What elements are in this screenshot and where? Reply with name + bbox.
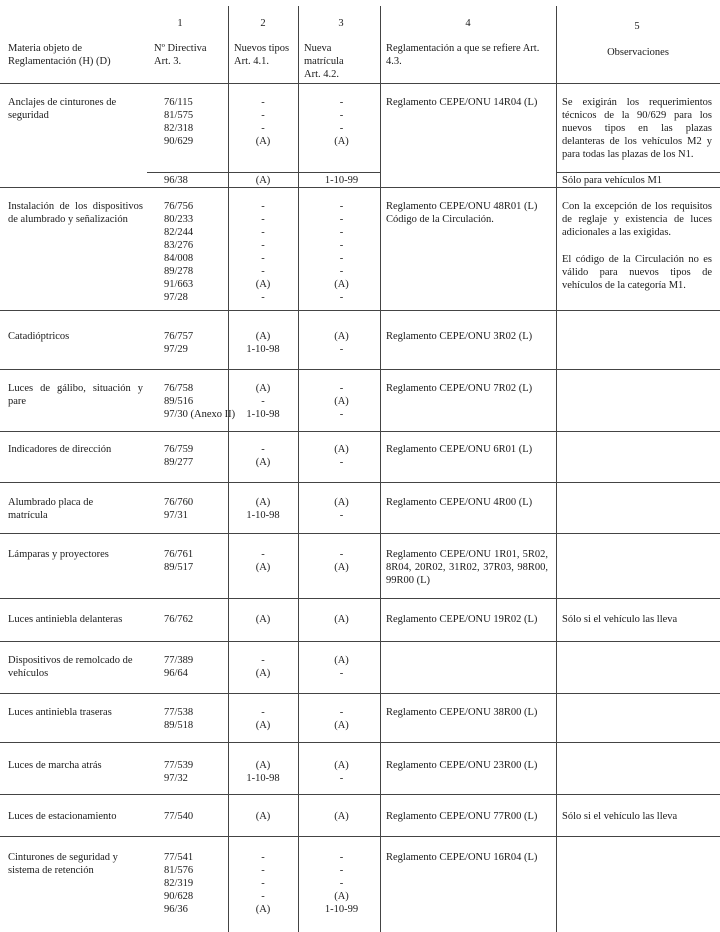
row-observaciones: Con la excepción de los requisitos de reglaje y existencia de luces adicionales a las exigidas. (562, 201, 712, 238)
subrow-nuevos-tipos: (A) (255, 175, 271, 186)
row-observaciones: Se exigirán los requerimientos técnicos de la 90/629 para los nuevos tipos en las plazas delanteras de los vehículos M2 y para todas las plazas de los N1. (562, 97, 712, 160)
header-divider (0, 83, 720, 84)
row-nueva-matricula: - - - (A) 1-10-99 (324, 852, 359, 915)
row-divider (0, 836, 720, 837)
row-divider (0, 693, 720, 694)
column-number: 2 (260, 18, 266, 29)
row-reglamento: Reglamento CEPE/ONU 16R04 (L) (386, 852, 538, 863)
row-directivas: 76/762 (164, 614, 194, 625)
row-nuevos-tipos: - (A) (255, 444, 271, 468)
header-directiva: Nº Directiva Art. 3. (154, 43, 207, 67)
column-number: 4 (465, 18, 471, 29)
row-nueva-matricula: - (A) (334, 707, 349, 731)
row-nuevos-tipos: (A) 1-10-98 (246, 331, 280, 355)
row-materia: Indicadores de dirección (8, 444, 112, 455)
row-divider (0, 794, 720, 795)
row-directivas: 77/389 96/64 (164, 655, 194, 679)
row-nueva-matricula: - - - - - - (A) - (334, 201, 349, 303)
row-materia: Anclajes de cinturones de seguridad (8, 97, 117, 121)
row-directivas: 77/541 81/576 82/319 90/628 96/36 (164, 852, 194, 915)
column-number: 3 (338, 18, 344, 29)
row-divider (0, 369, 720, 370)
row-materia: Luces antiniebla delanteras (8, 614, 123, 625)
row-nueva-matricula: - (A) (334, 549, 349, 573)
header-materia: Materia objeto de Reglamentación (H) (D) (8, 43, 111, 67)
row-divider (0, 598, 720, 599)
subrow-divider (147, 172, 380, 173)
row-materia: Luces de gálibo, situación y pare (8, 383, 143, 407)
row-nueva-matricula: (A) (334, 811, 349, 822)
row-nueva-matricula: (A) - (334, 497, 349, 521)
row-nuevos-tipos: (A) (255, 614, 271, 625)
row-observaciones: Sólo si el vehículo las lleva (562, 614, 678, 625)
row-reglamento: Reglamento CEPE/ONU 38R00 (L) (386, 707, 538, 718)
row-directivas: 76/761 89/517 (164, 549, 194, 573)
row-nueva-matricula: (A) - (334, 655, 349, 679)
row-materia: Catadióptricos (8, 331, 70, 342)
row-materia: Luces de estacionamiento (8, 811, 117, 822)
row-nuevos-tipos: (A) 1-10-98 (246, 497, 280, 521)
header-observaciones: Observaciones (607, 47, 669, 58)
row-divider (0, 742, 720, 743)
subrow-nueva-matricula: 1-10-99 (324, 175, 359, 186)
row-reglamento: Reglamento CEPE/ONU 14R04 (L) (386, 97, 538, 108)
row-reglamento: Reglamento CEPE/ONU 48R01 (L) Código de la Circulación. (386, 201, 538, 225)
row-reglamento: Reglamento CEPE/ONU 6R01 (L) (386, 444, 533, 455)
row-divider (0, 310, 720, 311)
row-observaciones: Sólo si el vehículo las lleva (562, 811, 678, 822)
row-materia: Lámparas y proyectores (8, 549, 109, 560)
row-nueva-matricula: (A) (334, 614, 349, 625)
row-directivas: 76/759 89/277 (164, 444, 194, 468)
row-nuevos-tipos: (A) 1-10-98 (246, 760, 280, 784)
row-directivas: 77/538 89/518 (164, 707, 194, 731)
row-divider (0, 641, 720, 642)
row-directivas: 76/758 89/516 97/30 (Anexo II) (164, 383, 236, 420)
header-nueva-matricula: Nueva matrícula Art. 4.2. (304, 43, 344, 80)
row-directivas: 76/115 81/575 82/318 90/629 (164, 97, 194, 147)
row-divider (0, 187, 720, 188)
row-divider (0, 482, 720, 483)
row-reglamento: Reglamento CEPE/ONU 3R02 (L) (386, 331, 533, 342)
row-directivas: 77/540 (164, 811, 194, 822)
row-reglamento: Reglamento CEPE/ONU 77R00 (L) (386, 811, 538, 822)
row-observaciones-2: El código de la Circulación no es válido para nuevos tipos de vehículos de la categoría M1. (562, 254, 712, 291)
row-nuevos-tipos: - (A) (255, 549, 271, 573)
row-reglamento: Reglamento CEPE/ONU 7R02 (L) (386, 383, 533, 394)
row-divider (0, 431, 720, 432)
row-directivas: 77/539 97/32 (164, 760, 194, 784)
row-nuevos-tipos: - (A) (255, 655, 271, 679)
header-nuevos-tipos: Nuevos tipos Art. 4.1. (234, 43, 290, 67)
row-materia: Dispositivos de remolcado de vehículos (8, 655, 133, 679)
row-nueva-matricula: - (A) - (334, 383, 349, 420)
row-reglamento: Reglamento CEPE/ONU 19R02 (L) (386, 614, 538, 625)
subrow-divider (556, 172, 720, 173)
row-nueva-matricula: (A) - (334, 444, 349, 468)
row-nuevos-tipos: - - - - (A) (255, 852, 271, 915)
row-nuevos-tipos: - - - (A) (255, 97, 271, 147)
row-nueva-matricula: (A) - (334, 331, 349, 355)
row-materia: Luces antiniebla traseras (8, 707, 112, 718)
row-nueva-matricula: (A) - (334, 760, 349, 784)
row-reglamento: Reglamento CEPE/ONU 4R00 (L) (386, 497, 533, 508)
row-reglamento: Reglamento CEPE/ONU 1R01, 5R02, 8R04, 20R02, 31R02, 37R03, 98R00, 99R00 (L) (386, 549, 548, 586)
row-nuevos-tipos: (A) - 1-10-98 (246, 383, 280, 420)
header-reglamentacion: Reglamentación a que se refiere Art. 4.3. (386, 43, 540, 67)
row-directivas: 76/760 97/31 (164, 497, 194, 521)
row-divider (0, 533, 720, 534)
subrow-directiva: 96/38 (164, 175, 188, 186)
row-materia: Instalación de los dispositivos de alumbrado y señalización (8, 201, 143, 225)
column-number: 5 (634, 21, 640, 32)
row-materia: Luces de marcha atrás (8, 760, 102, 771)
row-materia: Cinturones de seguridad y sistema de retención (8, 852, 118, 876)
row-materia: Alumbrado placa de matrícula (8, 497, 94, 521)
row-nuevos-tipos: (A) (255, 811, 271, 822)
column-number: 1 (177, 18, 183, 29)
row-directivas: 76/756 80/233 82/244 83/276 84/008 89/278 91/663 97/28 (164, 201, 194, 303)
row-reglamento: Reglamento CEPE/ONU 23R00 (L) (386, 760, 538, 771)
subrow-observaciones: Sólo para vehículos M1 (562, 175, 663, 186)
row-nuevos-tipos: - - - - - - (A) - (255, 201, 271, 303)
row-directivas: 76/757 97/29 (164, 331, 194, 355)
row-nuevos-tipos: - (A) (255, 707, 271, 731)
row-nueva-matricula: - - - (A) (334, 97, 349, 147)
